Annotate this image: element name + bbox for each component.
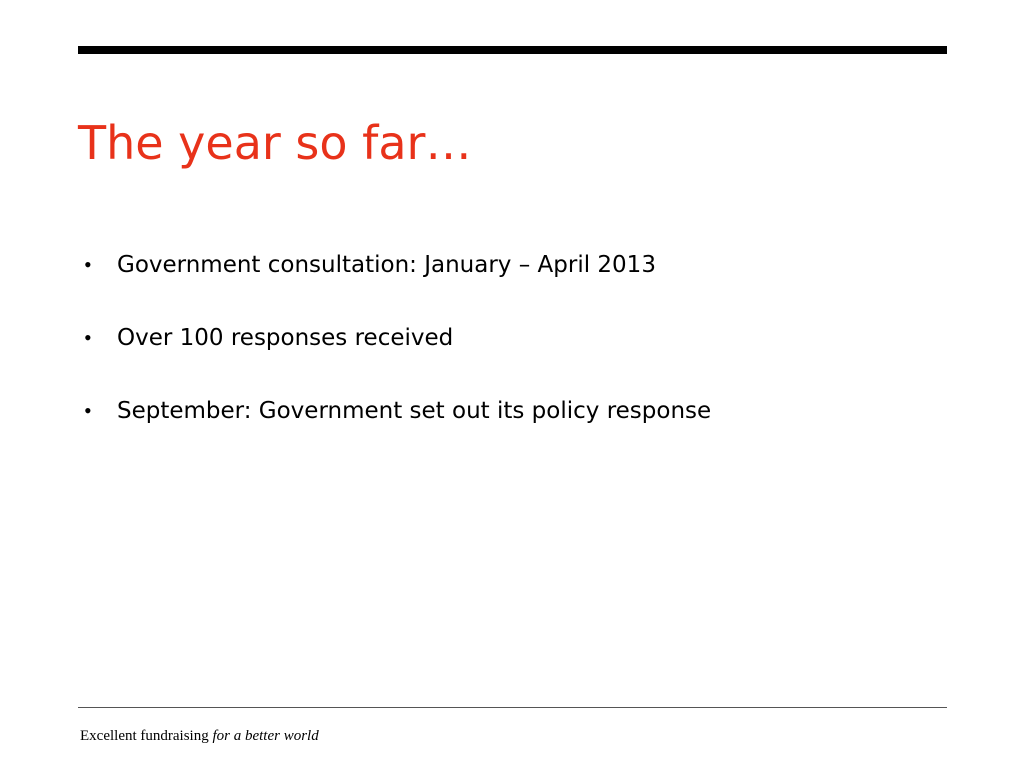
- bullet-item: [84, 325, 711, 361]
- footer-text: Excellent fundraising: [80, 728, 209, 744]
- slide-title: The year so far…: [78, 116, 472, 170]
- bullet-item: [84, 252, 711, 288]
- footer-tagline: for a better world: [212, 728, 319, 744]
- bullet-item: [84, 398, 711, 434]
- bullet-text: Government consultation: January – April 2013: [117, 252, 656, 278]
- bullet-text: September: Government set out its policy response: [117, 398, 712, 424]
- top-rule: [78, 46, 947, 54]
- bullet-text: Over 100 responses received: [117, 325, 454, 351]
- footer: [80, 728, 319, 745]
- bottom-rule: [78, 707, 947, 708]
- bullet-icon: •: [84, 252, 92, 277]
- bullet-icon: •: [84, 325, 92, 350]
- bullet-list: [84, 252, 711, 471]
- bullet-icon: •: [84, 398, 92, 423]
